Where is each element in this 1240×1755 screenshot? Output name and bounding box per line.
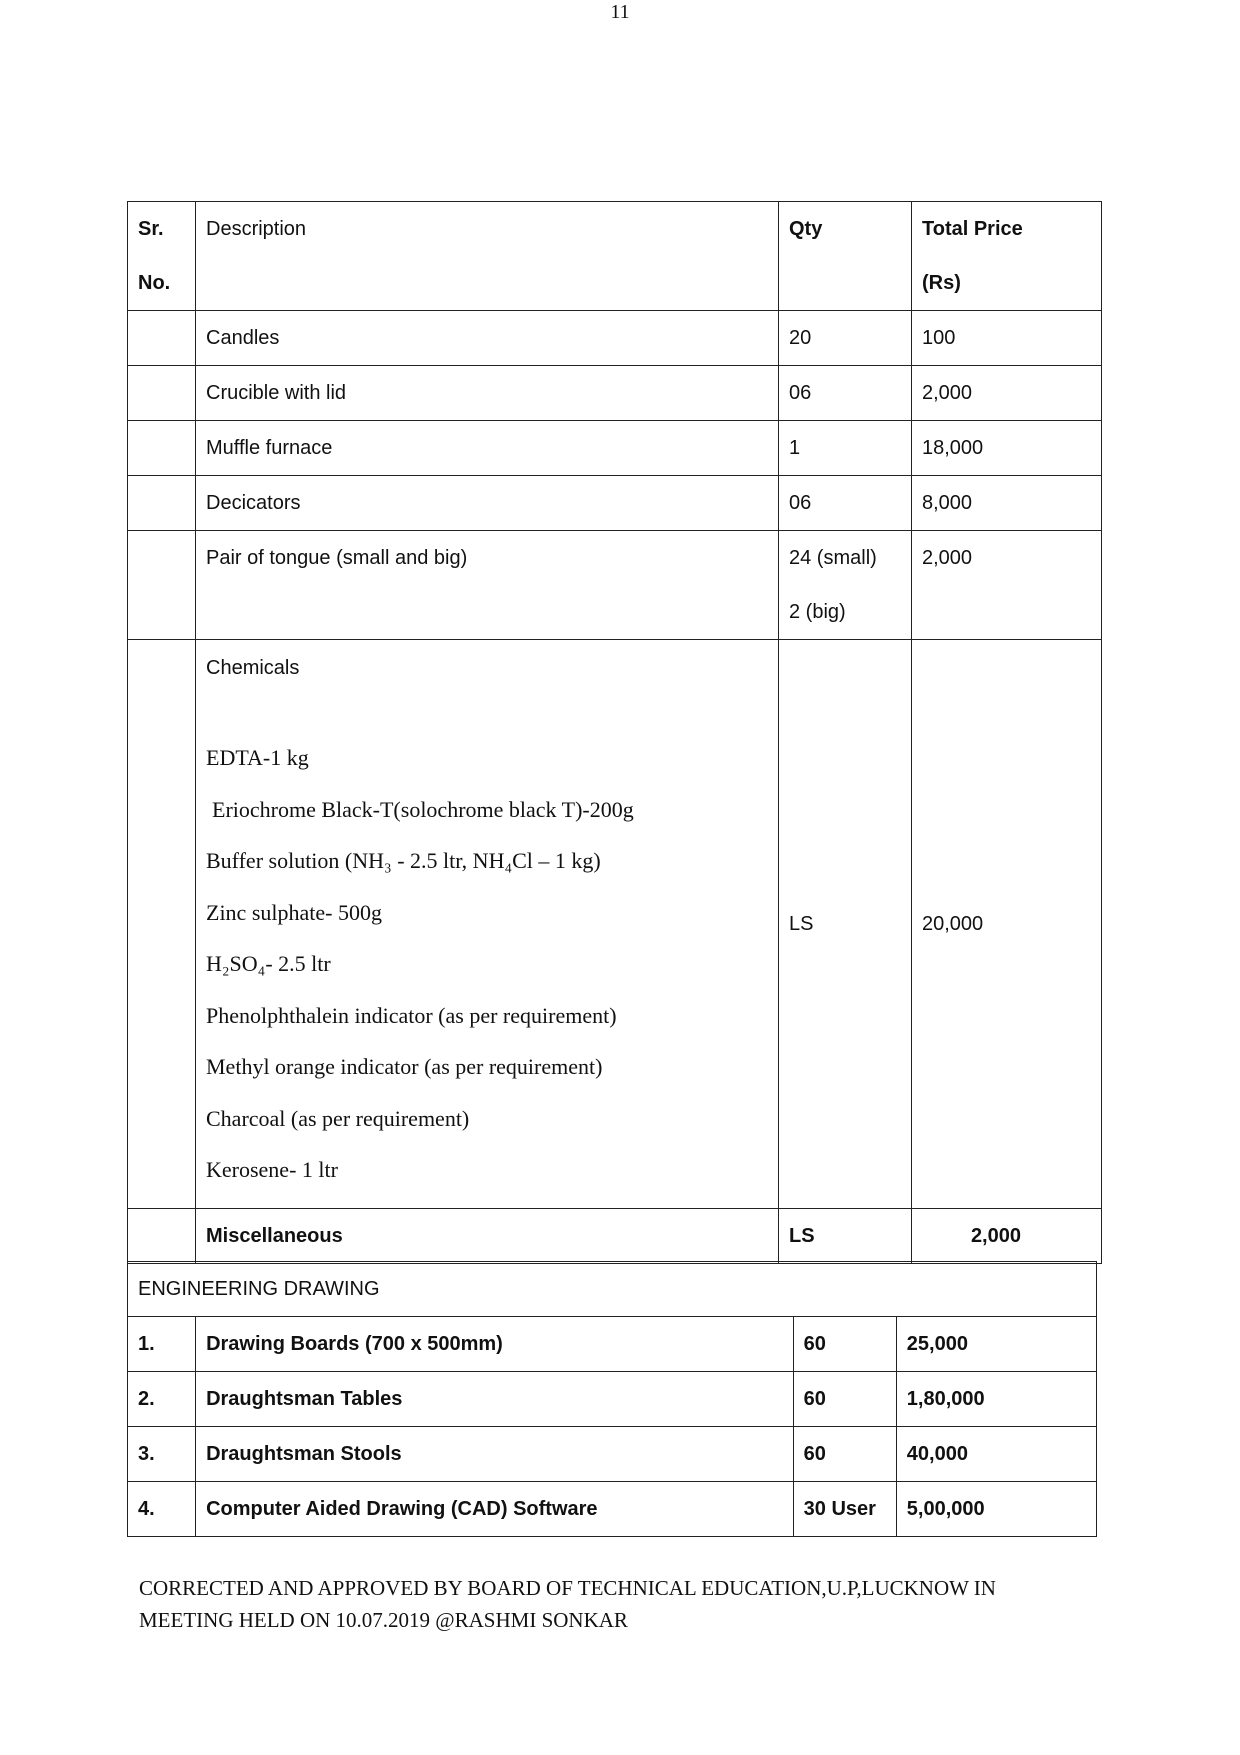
header-price-line2: (Rs) [922, 272, 961, 294]
header-sr-line1: Sr. [138, 218, 164, 240]
footer-line2: MEETING HELD ON 10.07.2019 @RASHMI SONKAR [139, 1608, 628, 1632]
description-cell: Muffle furnace [196, 421, 779, 476]
qty-cell: 60 [793, 1372, 896, 1427]
qty-cell: LS [779, 1208, 912, 1263]
chemical-item: Phenolphthalein indicator (as per requirement) [206, 1002, 617, 1028]
qty-line2: 2 (big) [789, 601, 846, 623]
chemical-item: H₂SO₄- 2.5 ltr [206, 951, 331, 976]
engineering-drawing-table [127, 1261, 1097, 1537]
price-cell: 25,000 [896, 1317, 1096, 1372]
description-cell: Candles [196, 311, 779, 366]
header-price-line1: Total Price [922, 218, 1023, 240]
price-cell: 18,000 [912, 421, 1102, 476]
header-sr-no [128, 202, 196, 311]
price-cell: 1,80,000 [896, 1372, 1096, 1427]
chemical-item: Kerosene- 1 ltr [206, 1157, 338, 1182]
footer-line1: CORRECTED AND APPROVED BY BOARD OF TECHNICAL EDUCATION,U.P,LUCKNOW IN [139, 1576, 996, 1600]
price-cell: 100 [912, 311, 1102, 366]
price-cell: 40,000 [896, 1427, 1096, 1482]
description-cell: Computer Aided Drawing (CAD) Software [196, 1482, 794, 1537]
qty-cell: 60 [793, 1317, 896, 1372]
description-cell: Pair of tongue (small and big) [196, 531, 779, 640]
qty-cell: 06 [779, 366, 912, 421]
sr-cell [128, 311, 196, 366]
header-sr-line2: No. [138, 272, 171, 294]
description-cell: Decicators [196, 476, 779, 531]
table-row [128, 476, 1102, 531]
chemical-item: Zinc sulphate- 500g [206, 899, 382, 925]
section-header-row [128, 1262, 1097, 1317]
qty-cell: 60 [793, 1427, 896, 1482]
chemical-item: Buffer solution (NH₃ - 2.5 ltr, NH₄Cl – 1 kg) [206, 848, 601, 873]
header-qty: Qty [779, 202, 912, 311]
table-row [128, 1317, 1097, 1372]
description-cell: Draughtsman Tables [196, 1372, 794, 1427]
description-cell: Miscellaneous [196, 1208, 779, 1263]
price-cell: 2,000 [912, 531, 1102, 640]
table-header-row [128, 202, 1102, 311]
sr-cell [128, 421, 196, 476]
qty-cell: 1 [779, 421, 912, 476]
description-cell: Drawing Boards (700 x 500mm) [196, 1317, 794, 1372]
table-row [128, 531, 1102, 640]
miscellaneous-row [128, 1208, 1102, 1263]
sr-cell: 3. [128, 1427, 196, 1482]
chemicals-row [128, 640, 1102, 1209]
section-title: ENGINEERING DRAWING [128, 1262, 1097, 1317]
price-cell: 2,000 [912, 1208, 1102, 1263]
chemicals-cell [196, 640, 779, 1209]
sr-cell [128, 1208, 196, 1263]
sr-cell [128, 366, 196, 421]
sr-cell [128, 640, 196, 1209]
qty-cell: 06 [779, 476, 912, 531]
description-cell: Draughtsman Stools [196, 1427, 794, 1482]
sr-cell [128, 476, 196, 531]
qty-cell: LS [779, 640, 912, 1209]
chemical-item: Eriochrome Black-T(solochrome black T)-200g [212, 796, 634, 822]
approval-footer [139, 1572, 1099, 1636]
qty-cell: 20 [779, 311, 912, 366]
sr-cell: 2. [128, 1372, 196, 1427]
sr-cell: 4. [128, 1482, 196, 1537]
description-cell: Crucible with lid [196, 366, 779, 421]
chemicals-heading: Chemicals [206, 657, 300, 679]
chemical-item: EDTA-1 kg [206, 745, 309, 770]
page-number: 11 [610, 1, 630, 23]
chemicals-list [206, 682, 768, 1208]
sr-cell: 1. [128, 1317, 196, 1372]
table-row [128, 366, 1102, 421]
chemical-item: Charcoal (as per requirement) [206, 1105, 470, 1131]
table-row [128, 1427, 1097, 1482]
price-cell: 2,000 [912, 366, 1102, 421]
table-row [128, 1482, 1097, 1537]
price-cell: 20,000 [912, 640, 1102, 1209]
sr-cell [128, 531, 196, 640]
header-total-price [912, 202, 1102, 311]
table-row [128, 421, 1102, 476]
qty-cell: 30 User [793, 1482, 896, 1537]
price-cell: 8,000 [912, 476, 1102, 531]
table-row [128, 1372, 1097, 1427]
chemical-item: Methyl orange indicator (as per requirement) [206, 1054, 603, 1079]
table-row [128, 311, 1102, 366]
price-cell: 5,00,000 [896, 1482, 1096, 1537]
qty-line1: 24 (small) [789, 547, 877, 569]
qty-cell [779, 531, 912, 640]
equipment-table [127, 201, 1102, 1264]
header-description: Description [196, 202, 779, 311]
